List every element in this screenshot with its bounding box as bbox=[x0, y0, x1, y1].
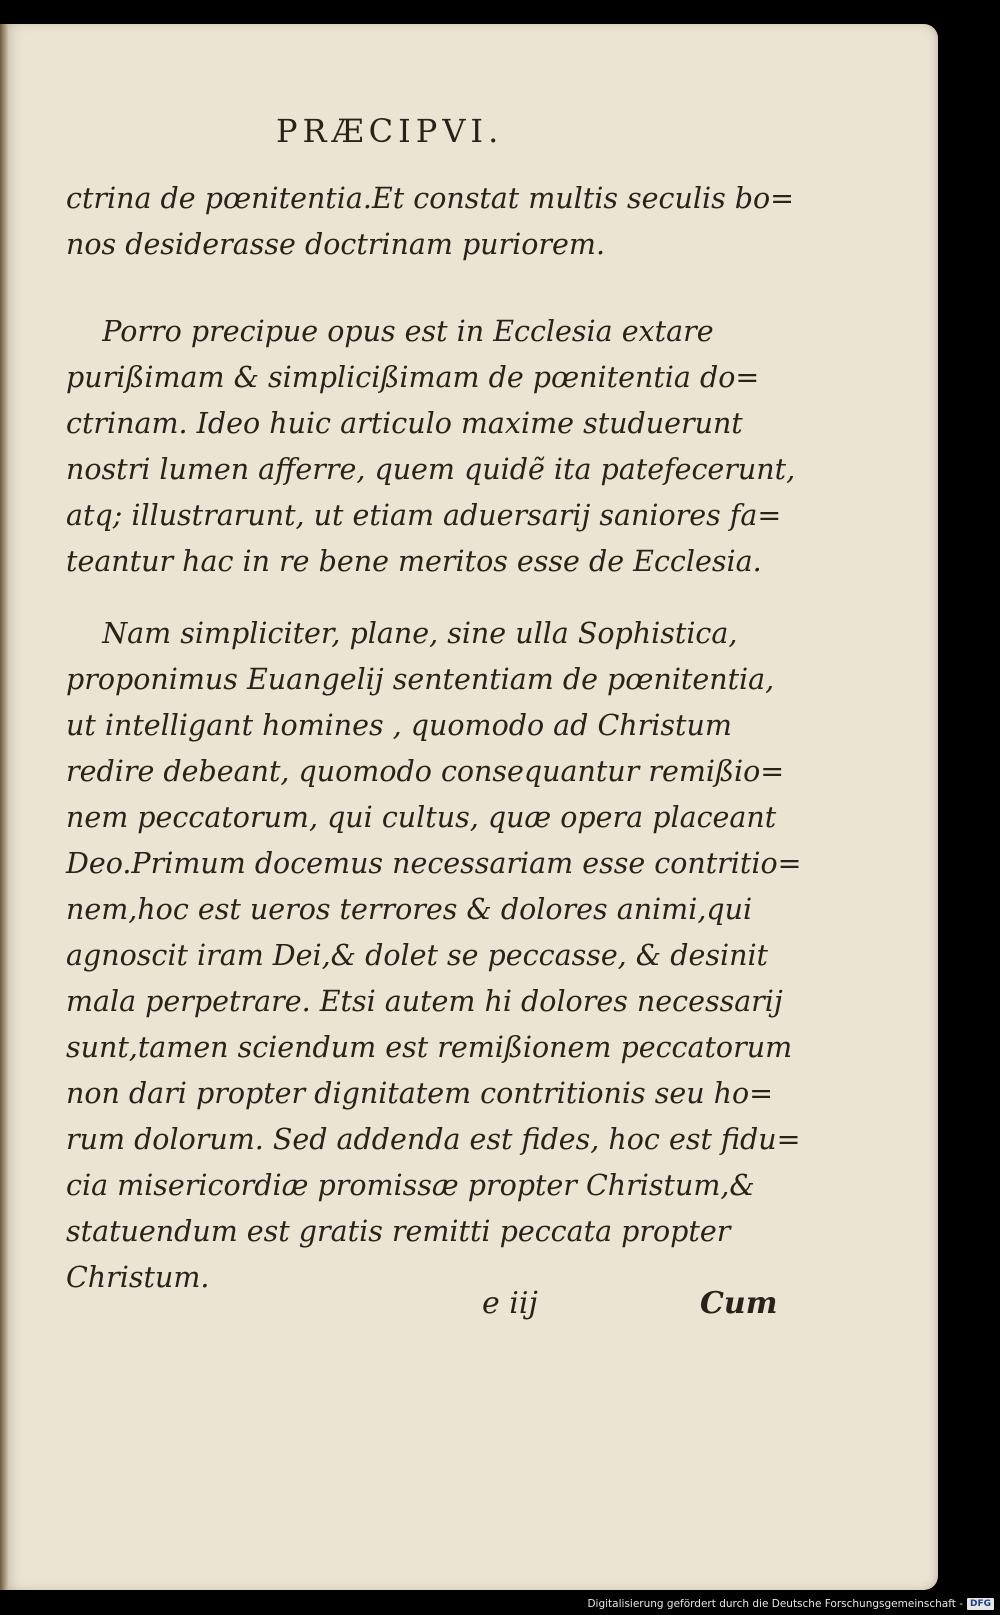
text-line: nostri lumen afferre, quem quidẽ ita patefecerunt, bbox=[66, 453, 796, 486]
text-line: sunt,tamen sciendum est remißionem peccatorum bbox=[66, 1031, 793, 1064]
text-line: Christum. bbox=[66, 1261, 210, 1294]
text-line: proponimus Euangelij sententiam de pœnitentia, bbox=[66, 663, 775, 696]
text-line: Deo.Primum docemus necessariam esse contritio= bbox=[66, 847, 802, 880]
book-page bbox=[0, 24, 938, 1590]
catchword: Cum bbox=[700, 1286, 778, 1321]
text-line: cia misericordiæ promissæ propter Christum,& bbox=[66, 1169, 755, 1202]
text-line: Porro precipue opus est in Ecclesia extare bbox=[66, 315, 714, 348]
page-gutter-shadow bbox=[0, 24, 8, 1590]
text-line: ut intelligant homines , quomodo ad Christum bbox=[66, 709, 732, 742]
text-line: statuendum est gratis remitti peccata propter bbox=[66, 1215, 731, 1248]
paragraph-2 bbox=[66, 309, 796, 585]
dfg-logo-icon: DFG bbox=[967, 1598, 994, 1610]
text-line: agnoscit iram Dei,& dolet se peccasse, & desinit bbox=[66, 939, 769, 972]
digitization-footer bbox=[587, 1595, 994, 1613]
text-line: nem,hoc est ueros terrores & dolores animi,qui bbox=[66, 893, 753, 926]
footer-credit-text: Digitalisierung gefördert durch die Deutsche Forschungsgemeinschaft - bbox=[587, 1598, 963, 1610]
text-line: Nam simpliciter, plane, sine ulla Sophistica, bbox=[66, 617, 738, 650]
text-line: rum dolorum. Sed addenda est fides, hoc est fidu= bbox=[66, 1123, 801, 1156]
text-line: teantur hac in re bene meritos esse de Ecclesia. bbox=[66, 545, 762, 578]
text-line: nos desiderasse doctrinam puriorem. bbox=[66, 228, 606, 261]
text-line: purißimam & simplicißimam de pœnitentia do= bbox=[66, 361, 760, 394]
text-line: ctrina de pœnitentia.Et constat multis seculis bo= bbox=[66, 182, 795, 215]
text-line: mala perpetrare. Etsi autem hi dolores necessarij bbox=[66, 985, 783, 1018]
paragraph-1 bbox=[66, 176, 795, 268]
text-line: redire debeant, quomodo consequantur remißio= bbox=[66, 755, 785, 788]
signature-mark: e iij bbox=[482, 1286, 538, 1321]
text-line: ctrinam. Ideo huic articulo maxime studuerunt bbox=[66, 407, 743, 440]
text-line: non dari propter dignitatem contritionis seu ho= bbox=[66, 1077, 774, 1110]
running-head: PRÆCIPVI. bbox=[276, 112, 504, 150]
text-line: atq; illustrarunt, ut etiam aduersarij saniores fa= bbox=[66, 499, 782, 532]
text-line: nem peccatorum, qui cultus, quæ opera placeant bbox=[66, 801, 777, 834]
paragraph-3 bbox=[66, 611, 802, 1301]
